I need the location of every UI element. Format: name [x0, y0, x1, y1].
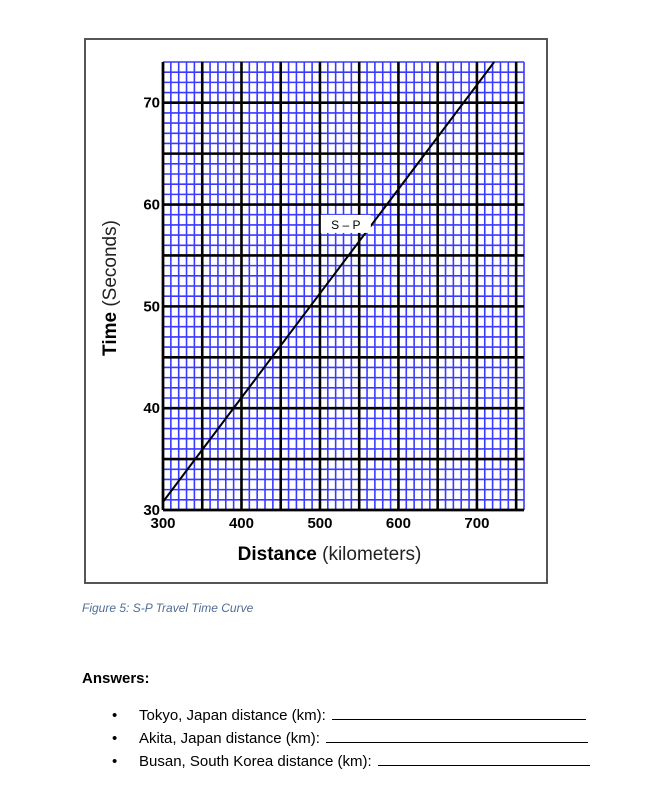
- y-axis-label-units: (Seconds): [100, 220, 121, 307]
- figure-frame: [84, 38, 548, 584]
- y-tick-label: 50: [143, 298, 160, 316]
- bullet-icon: •: [112, 707, 118, 724]
- bullet-icon: •: [112, 730, 118, 747]
- y-tick-label: 40: [143, 400, 160, 418]
- x-axis-label-units: (kilometers): [322, 544, 422, 565]
- x-tick-label: 300: [150, 515, 176, 532]
- answer-item-busan: [112, 750, 590, 773]
- answer-blank[interactable]: [326, 728, 588, 743]
- x-axis-label: [238, 544, 422, 565]
- series-annotation: S – P: [331, 217, 361, 232]
- travel-time-chart: [86, 40, 546, 582]
- answer-item-akita: [112, 727, 590, 750]
- y-axis-label-bold: Time: [100, 306, 121, 356]
- answer-blank[interactable]: [332, 705, 586, 720]
- x-tick-label: 600: [385, 515, 411, 532]
- x-tick-label: 700: [464, 515, 490, 532]
- answer-label: Akita, Japan distance (km):: [139, 730, 320, 747]
- answer-item-tokyo: [112, 704, 590, 727]
- bullet-icon: •: [112, 753, 118, 770]
- answers-list: [112, 704, 590, 773]
- x-axis-label-bold: Distance: [237, 544, 323, 565]
- y-axis-label: [100, 220, 121, 356]
- figure-caption: Figure 5: S-P Travel Time Curve: [82, 601, 254, 615]
- answers-heading: Answers:: [82, 670, 150, 687]
- y-tick-label: 70: [143, 94, 160, 112]
- x-tick-label: 500: [307, 515, 333, 532]
- y-tick-label: 60: [143, 196, 160, 214]
- y-tick-label: 30: [143, 502, 160, 519]
- x-tick-label: 400: [228, 515, 254, 532]
- answer-label: Tokyo, Japan distance (km):: [139, 707, 326, 724]
- answer-blank[interactable]: [378, 751, 590, 766]
- answer-label: Busan, South Korea distance (km):: [139, 753, 372, 770]
